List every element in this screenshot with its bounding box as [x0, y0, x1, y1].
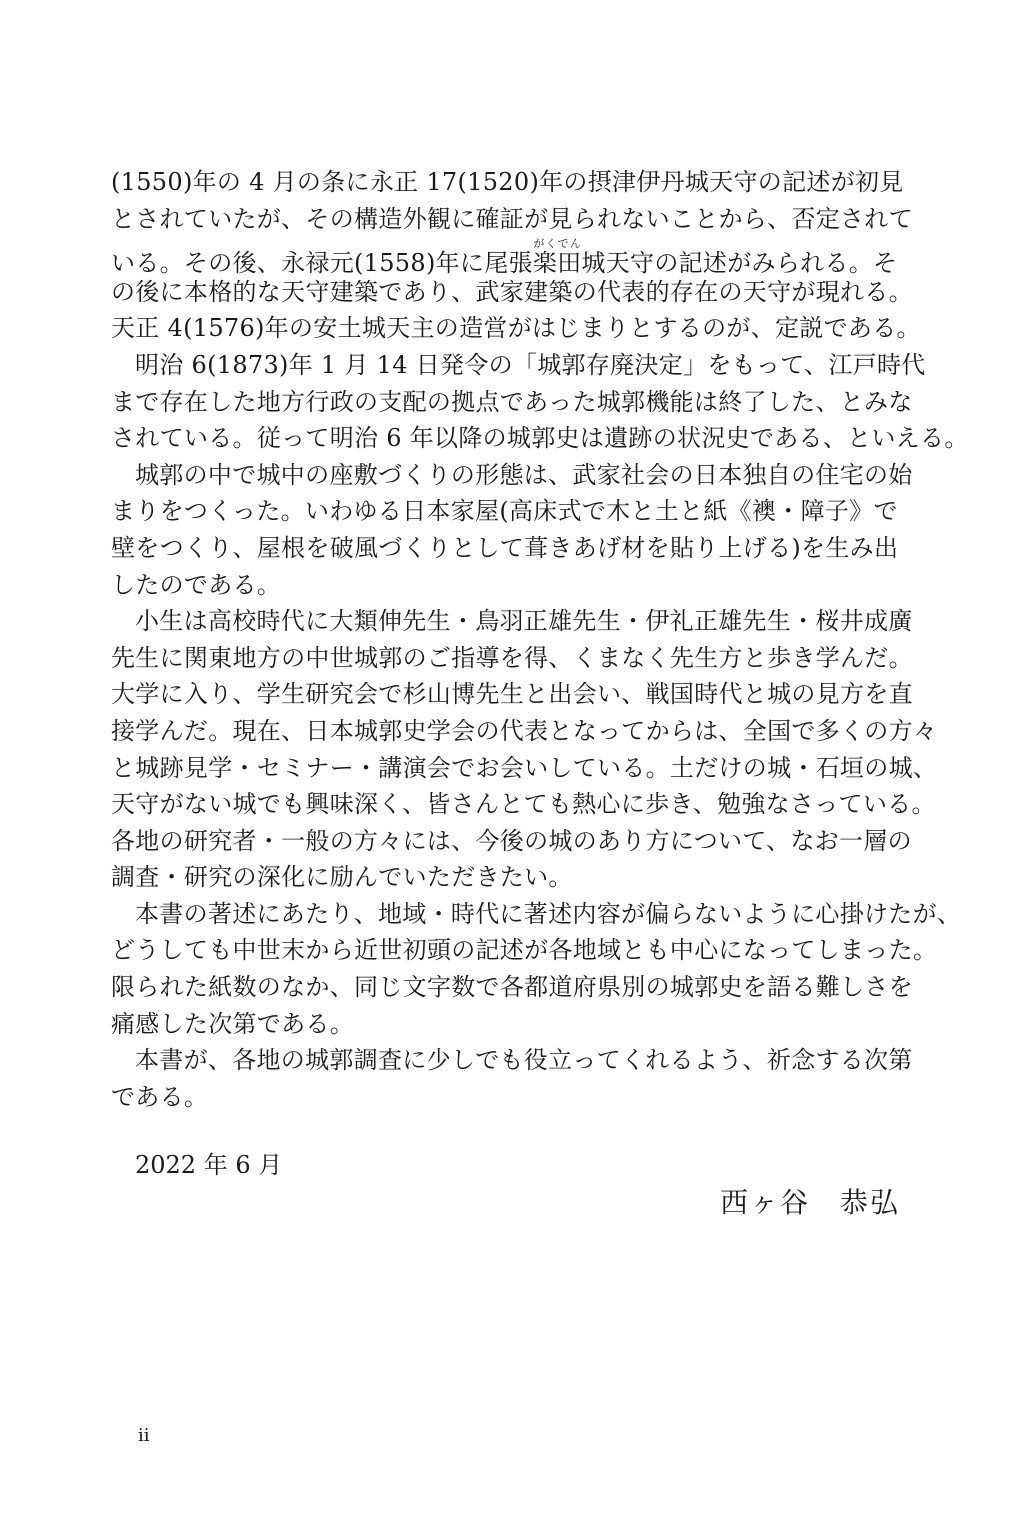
- text-line: [111, 237, 916, 278]
- paragraph-5: [111, 896, 962, 1042]
- ruby-base: 楽田: [532, 249, 582, 278]
- body-text: [111, 164, 969, 1115]
- paragraph-2: [111, 347, 969, 457]
- text-line: 接学んだ。現在、日本城郭史学会の代表となってからは、全国で多くの方々: [111, 716, 938, 745]
- text-line: 壁をつくり、屋根を破風づくりとして葺きあげ材を貼り上げる)を生み出: [111, 533, 899, 562]
- paragraph-4: [111, 603, 938, 896]
- page-number: ii: [138, 1425, 150, 1446]
- text-line: 調査・研究の深化に励んでいただきたい。: [111, 863, 573, 892]
- text-line: である。: [111, 1082, 209, 1111]
- text-segment: いる。その後、永禄元(1558)年に尾張: [111, 249, 533, 278]
- text-line: (1550)年の 4 月の条に永正 17(1520)年の摂津伊丹城天守の記述が初見: [111, 168, 904, 196]
- text-line: 天守がない城でも興味深く、皆さんとても熱心に歩き、勉強なさっている。: [111, 790, 936, 819]
- text-line: されている。従って明治 6 年以降の城郭史は遺跡の状況史である、といえる。: [111, 424, 969, 453]
- text-line: 本書の著述にあたり、地域・時代に著述内容が偏らないように心掛けたが、: [135, 899, 962, 928]
- text-segment: 城天守の記述がみられる。そ: [581, 249, 898, 278]
- text-line: 小生は高校時代に大類伸先生・鳥羽正雄先生・伊礼正雄先生・桜井成廣: [135, 607, 913, 636]
- furigana-reading: がくでん: [532, 237, 582, 251]
- furigana-word: [532, 237, 582, 278]
- paragraph-1: [111, 164, 921, 347]
- text-line: 各地の研究者・一般の方々には、今後の城のあり方について、なお一層の: [111, 826, 912, 855]
- paragraph-3: [111, 457, 916, 603]
- text-line: 限られた紙数のなか、同じ文字数で各都道府県別の城郭史を語る難しさを: [111, 973, 913, 1002]
- text-line: の後に本格的な天守建築であり、武家建築の代表的存在の天守が現れる。: [111, 277, 913, 306]
- text-line: 明治 6(1873)年 1 月 14 日発令の「城郭存廃決定」をもって、江戸時代: [135, 350, 926, 379]
- text-line: 本書が、各地の城郭調査に少しでも役立ってくれるよう、祈念する次第: [135, 1046, 913, 1075]
- text-line: とされていたが、その構造外観に確証が見られないことから、否定されて: [111, 204, 913, 233]
- text-line: どうしても中世末から近世初頭の記述が各地域とも中心になってしまった。: [111, 936, 938, 965]
- text-line: 天正 4(1576)年の安土城天主の造営がはじまりとするのが、定説である。: [111, 314, 921, 343]
- text-line: 先生に関東地方の中世城郭のご指導を得、くまなく先生方と歩き学んだ。: [111, 643, 913, 672]
- text-line: 大学に入り、学生研究会で杉山博先生と出会い、戦国時代と城の見方を直: [111, 680, 913, 709]
- text-line: と城跡見学・セミナー・講演会でお会いしている。土だけの城・石垣の城、: [111, 753, 938, 782]
- text-line: 痛感した次第である。: [111, 1009, 354, 1038]
- text-line: まで存在した地方行政の支配の拠点であった城郭機能は終了した、とみな: [111, 387, 913, 416]
- text-line: まりをつくった。いわゆる日本家屋(高床式で木と土と紙《襖・障子》で: [111, 497, 898, 526]
- author-signature: 西ヶ谷 恭弘: [720, 1186, 901, 1219]
- date-line: 2022 年 6 月: [135, 1151, 283, 1179]
- paragraph-6: [111, 1042, 916, 1115]
- text-line: したのである。: [111, 570, 282, 599]
- text-line: 城郭の中で城中の座敷づくりの形態は、武家社会の日本独自の住宅の始: [135, 460, 913, 489]
